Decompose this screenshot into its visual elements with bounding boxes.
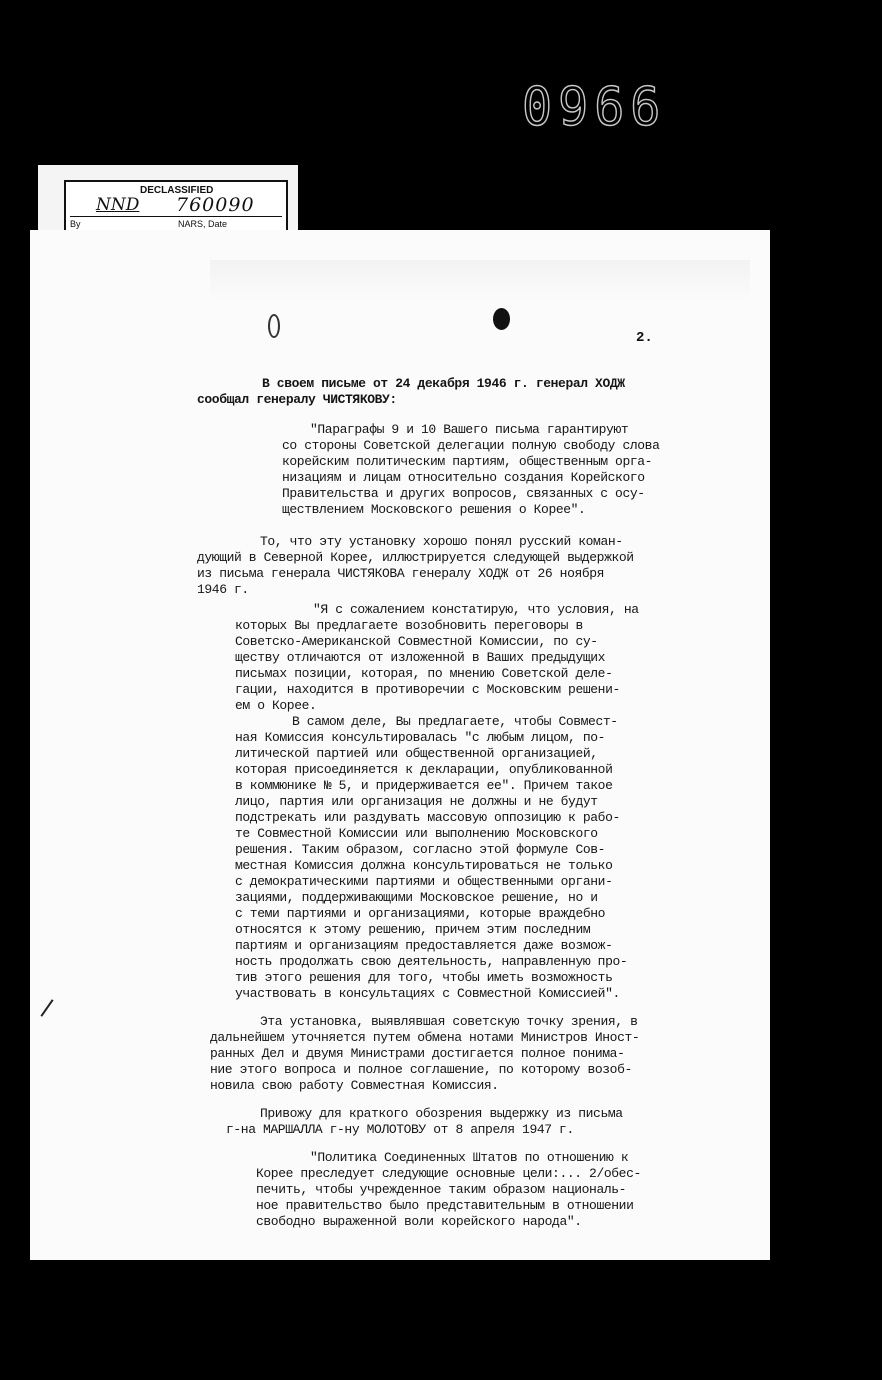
text-line: зациями, поддерживающими Московское решение, но и — [235, 890, 598, 905]
text-line: Правительства и других вопросов, связанных с осу- — [282, 486, 645, 501]
text-line: ние этого вопроса и полное соглашение, по которому возоб- — [210, 1062, 632, 1077]
text-line: 1946 г. — [197, 582, 249, 597]
page-shading — [210, 260, 750, 300]
page-number: 2. — [636, 330, 653, 346]
text-line: подстрекать или раздувать массовую оппозицию к рабо- — [235, 810, 620, 825]
text-line: из письма генерала ЧИСТЯКОВА генералу ХОДЖ от 26 ноября — [197, 566, 605, 581]
stamp-authority: NND — [96, 195, 140, 215]
punch-hole-right — [493, 308, 510, 330]
text-line: литической партией или общественной организацией, — [235, 746, 598, 761]
frame-number: 0966 — [522, 76, 667, 138]
text-line: г-на МАРШАЛЛА г-ну МОЛОТОВУ от 8 апреля 1947 г. — [226, 1122, 574, 1137]
text-line: ность продолжать свою деятельность, направленную про- — [235, 954, 628, 969]
stamp-by-label: By — [70, 219, 81, 229]
text-line: письмах позиции, которая, по мнению Советской деле- — [235, 666, 613, 681]
text-line: ранных Дел и двумя Министрами достигается полное понима- — [210, 1046, 625, 1061]
text-line: относятся к этому решению, причем этим последним — [235, 922, 591, 937]
text-line: новила свою работу Совместная Комиссия. — [210, 1078, 499, 1093]
text-line: решения. Таким образом, согласно этой формуле Сов- — [235, 842, 606, 857]
text-line: ное правительство было представительным в отношении — [256, 1198, 634, 1213]
text-line: партиям и организациям предоставляется даже возмож- — [235, 938, 613, 953]
text-line: со стороны Советской делегации полную свободу слова — [282, 438, 660, 453]
text-line: В самом деле, Вы предлагаете, чтобы Совмест- — [292, 714, 618, 729]
text-line: "Параграфы 9 и 10 Вашего письма гарантируют — [310, 422, 629, 437]
text-line: дующий в Северной Корее, иллюстрируется следующей выдержкой — [197, 550, 634, 565]
text-line: "Политика Соединенных Штатов по отношению к — [310, 1150, 629, 1165]
stamp-title: DECLASSIFIED — [140, 185, 214, 196]
text-line: корейским политическим партиям, общественным орга- — [282, 454, 653, 469]
text-line: в коммюнике № 5, и придерживается ее". Причем такое — [235, 778, 613, 793]
text-line: В своем письме от 24 декабря 1946 г. генерал ХОДЖ — [262, 376, 625, 391]
text-line: те Совместной Комиссии или выполнению Московского — [235, 826, 598, 841]
text-line: ществу отличаются от изложенной в Ваших предыдущих — [235, 650, 606, 665]
text-line: То, что эту установку хорошо понял русский коман- — [260, 534, 623, 549]
stamp-nars-label: NARS, Date — [178, 219, 228, 229]
text-line: тив этого решения для того, чтобы иметь возможность — [235, 970, 613, 985]
text-line: дальнейшем уточняется путем обмена нотами Министров Иност- — [210, 1030, 640, 1045]
text-line: "Я с сожалением констатирую, что условия, на — [313, 602, 639, 617]
text-line: лицо, партия или организация не должны и не будут — [235, 794, 598, 809]
text-line: печить, чтобы учрежденное таким образом националь- — [256, 1182, 627, 1197]
text-line: ществлением Московского решения о Корее". — [282, 502, 586, 517]
text-line: Эта установка, выявлявшая советскую точку зрения, в — [260, 1014, 638, 1029]
text-line: ем о Корее. — [235, 698, 317, 713]
margin-mark — [40, 999, 53, 1017]
text-line: с демократическими партиями и общественными органи- — [235, 874, 613, 889]
text-line: с теми партиями и организациями, которые враждебно — [235, 906, 606, 921]
stamp-number: 760090 — [176, 194, 255, 216]
text-line: которая присоединяется к декларации, опубликованной — [235, 762, 613, 777]
document-page — [30, 230, 770, 1260]
text-line: сообщал генералу ЧИСТЯКОВУ: — [197, 392, 397, 407]
text-line: которых Вы предлагаете возобновить переговоры в — [235, 618, 583, 633]
text-line: свободно выраженной воли корейского народа". — [256, 1214, 582, 1229]
text-line: участвовать в консультациях с Совместной Комиссией". — [235, 986, 620, 1001]
text-line: Советско-Американской Совместной Комиссии, по су- — [235, 634, 598, 649]
text-line: Корее преследует следующие основные цели:... 2/обес- — [256, 1166, 641, 1181]
text-line: гации, находится в противоречии с Московским решени- — [235, 682, 620, 697]
text-line: местная Комиссия должна консультироваться не только — [235, 858, 613, 873]
text-line: низациям и лицам относительно создания Корейского — [282, 470, 645, 485]
stamp-divider — [70, 216, 282, 217]
punch-hole-left — [268, 314, 280, 338]
text-line: Привожу для краткого обозрения выдержку из письма — [260, 1106, 623, 1121]
text-line: ная Комиссия консультировалась "с любым лицом, по- — [235, 730, 606, 745]
